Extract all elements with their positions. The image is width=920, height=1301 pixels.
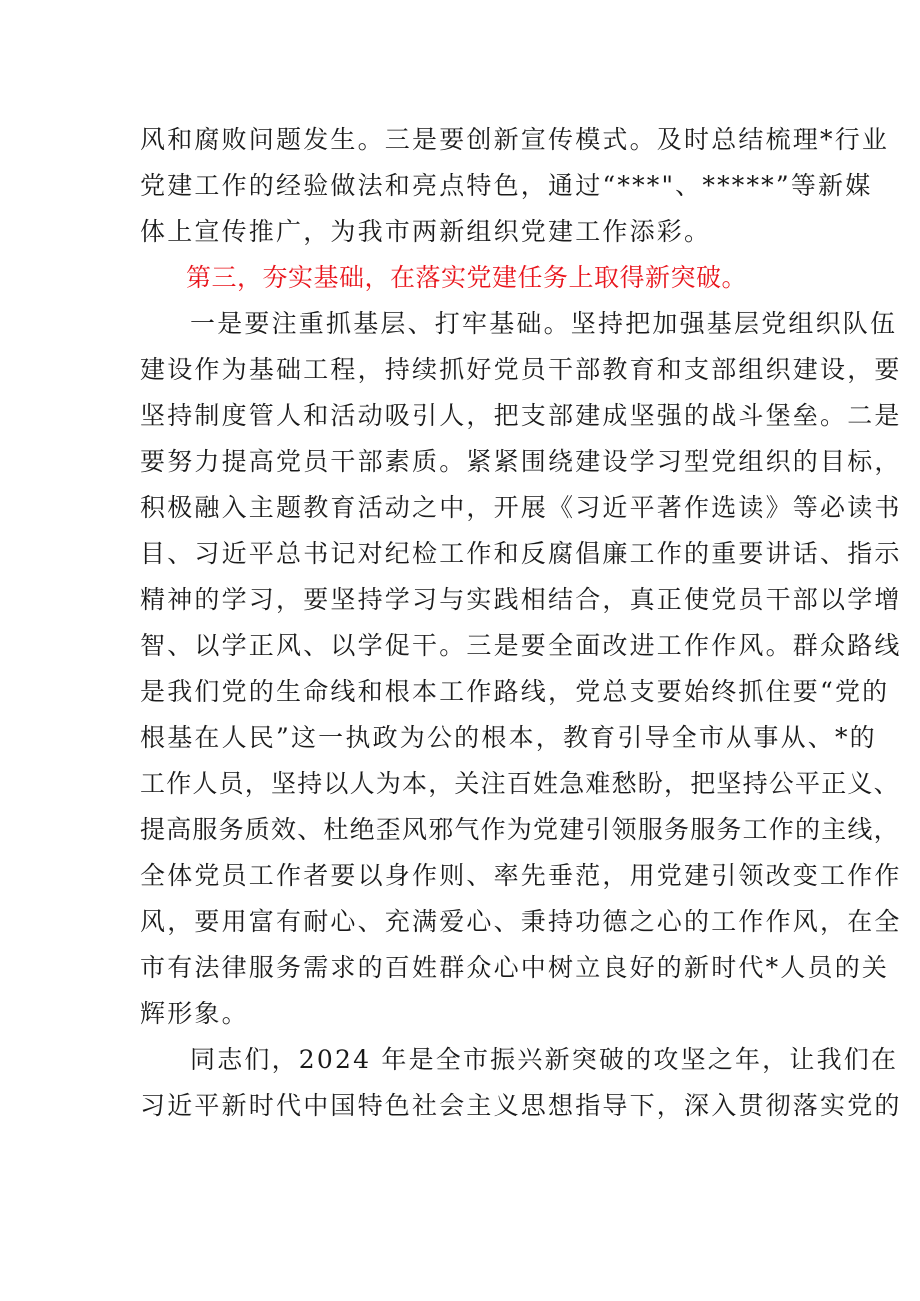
text-line: 辉形象。 bbox=[140, 999, 249, 1028]
text-line: 积极融入主题教育活动之中，开展《习近平著作选读》等必读书 bbox=[140, 493, 902, 522]
text-line: 坚持制度管人和活动吸引人，把支部建成坚强的战斗堡垒。二是 bbox=[140, 401, 902, 430]
text-line: 市有法律服务需求的百姓群众心中树立良好的新时代*人员的关 bbox=[140, 953, 890, 982]
text-line: 精神的学习，要坚持学习与实践相结合，真正使党员干部以学增 bbox=[140, 585, 902, 614]
text-line: 全体党员工作者要以身作则、率先垂范，用党建引领改变工作作 bbox=[140, 861, 902, 890]
text-line: 建设作为基础工程，持续抓好党员干部教育和支部组织建设，要 bbox=[140, 355, 902, 384]
text-line: 根基在人民”这一执政为公的根本，教育引导全市从事从、*的 bbox=[140, 723, 877, 752]
text-line: 要努力提高党员干部素质。紧紧围绕建设学习型党组织的目标， bbox=[140, 447, 902, 476]
text-line: 体上宣传推广，为我市两新组织党建工作添彩。 bbox=[140, 217, 712, 246]
text-line: 习近平新时代中国特色社会主义思想指导下，深入贯彻落实党的 bbox=[140, 1091, 902, 1120]
text-line: 提高服务质效、杜绝歪风邪气作为党建引领服务服务工作的主线， bbox=[140, 815, 900, 844]
text-line: 智、以学正风、以学促干。三是要全面改进工作作风。群众路线 bbox=[140, 631, 902, 660]
text-line: 目、习近平总书记对纪检工作和反腐倡廉工作的重要讲话、指示 bbox=[140, 539, 902, 568]
text-line: 是我们党的生命线和根本工作路线，党总支要始终抓住要“党的 bbox=[140, 677, 890, 706]
text-line: 工作人员，坚持以人为本，关注百姓急难愁盼，把坚持公平正义、 bbox=[140, 769, 900, 798]
text-line: 党建工作的经验做法和亮点特色，通过“***"、*****”等新媒 bbox=[140, 171, 873, 200]
text-line: 一是要注重抓基层、打牢基础。坚持把加强基层党组织队伍 bbox=[190, 309, 898, 338]
text-line: 风和腐败问题发生。三是要创新宣传模式。及时总结梳理*行业 bbox=[140, 125, 890, 154]
section-heading: 第三，夯实基础，在落实党建任务上取得新突破。 bbox=[186, 263, 748, 292]
text-line: 同志们，2024 年是全市振兴新突破的攻坚之年，让我们在 bbox=[190, 1045, 899, 1074]
text-line: 风，要用富有耐心、充满爱心、秉持功德之心的工作作风，在全 bbox=[140, 907, 902, 936]
